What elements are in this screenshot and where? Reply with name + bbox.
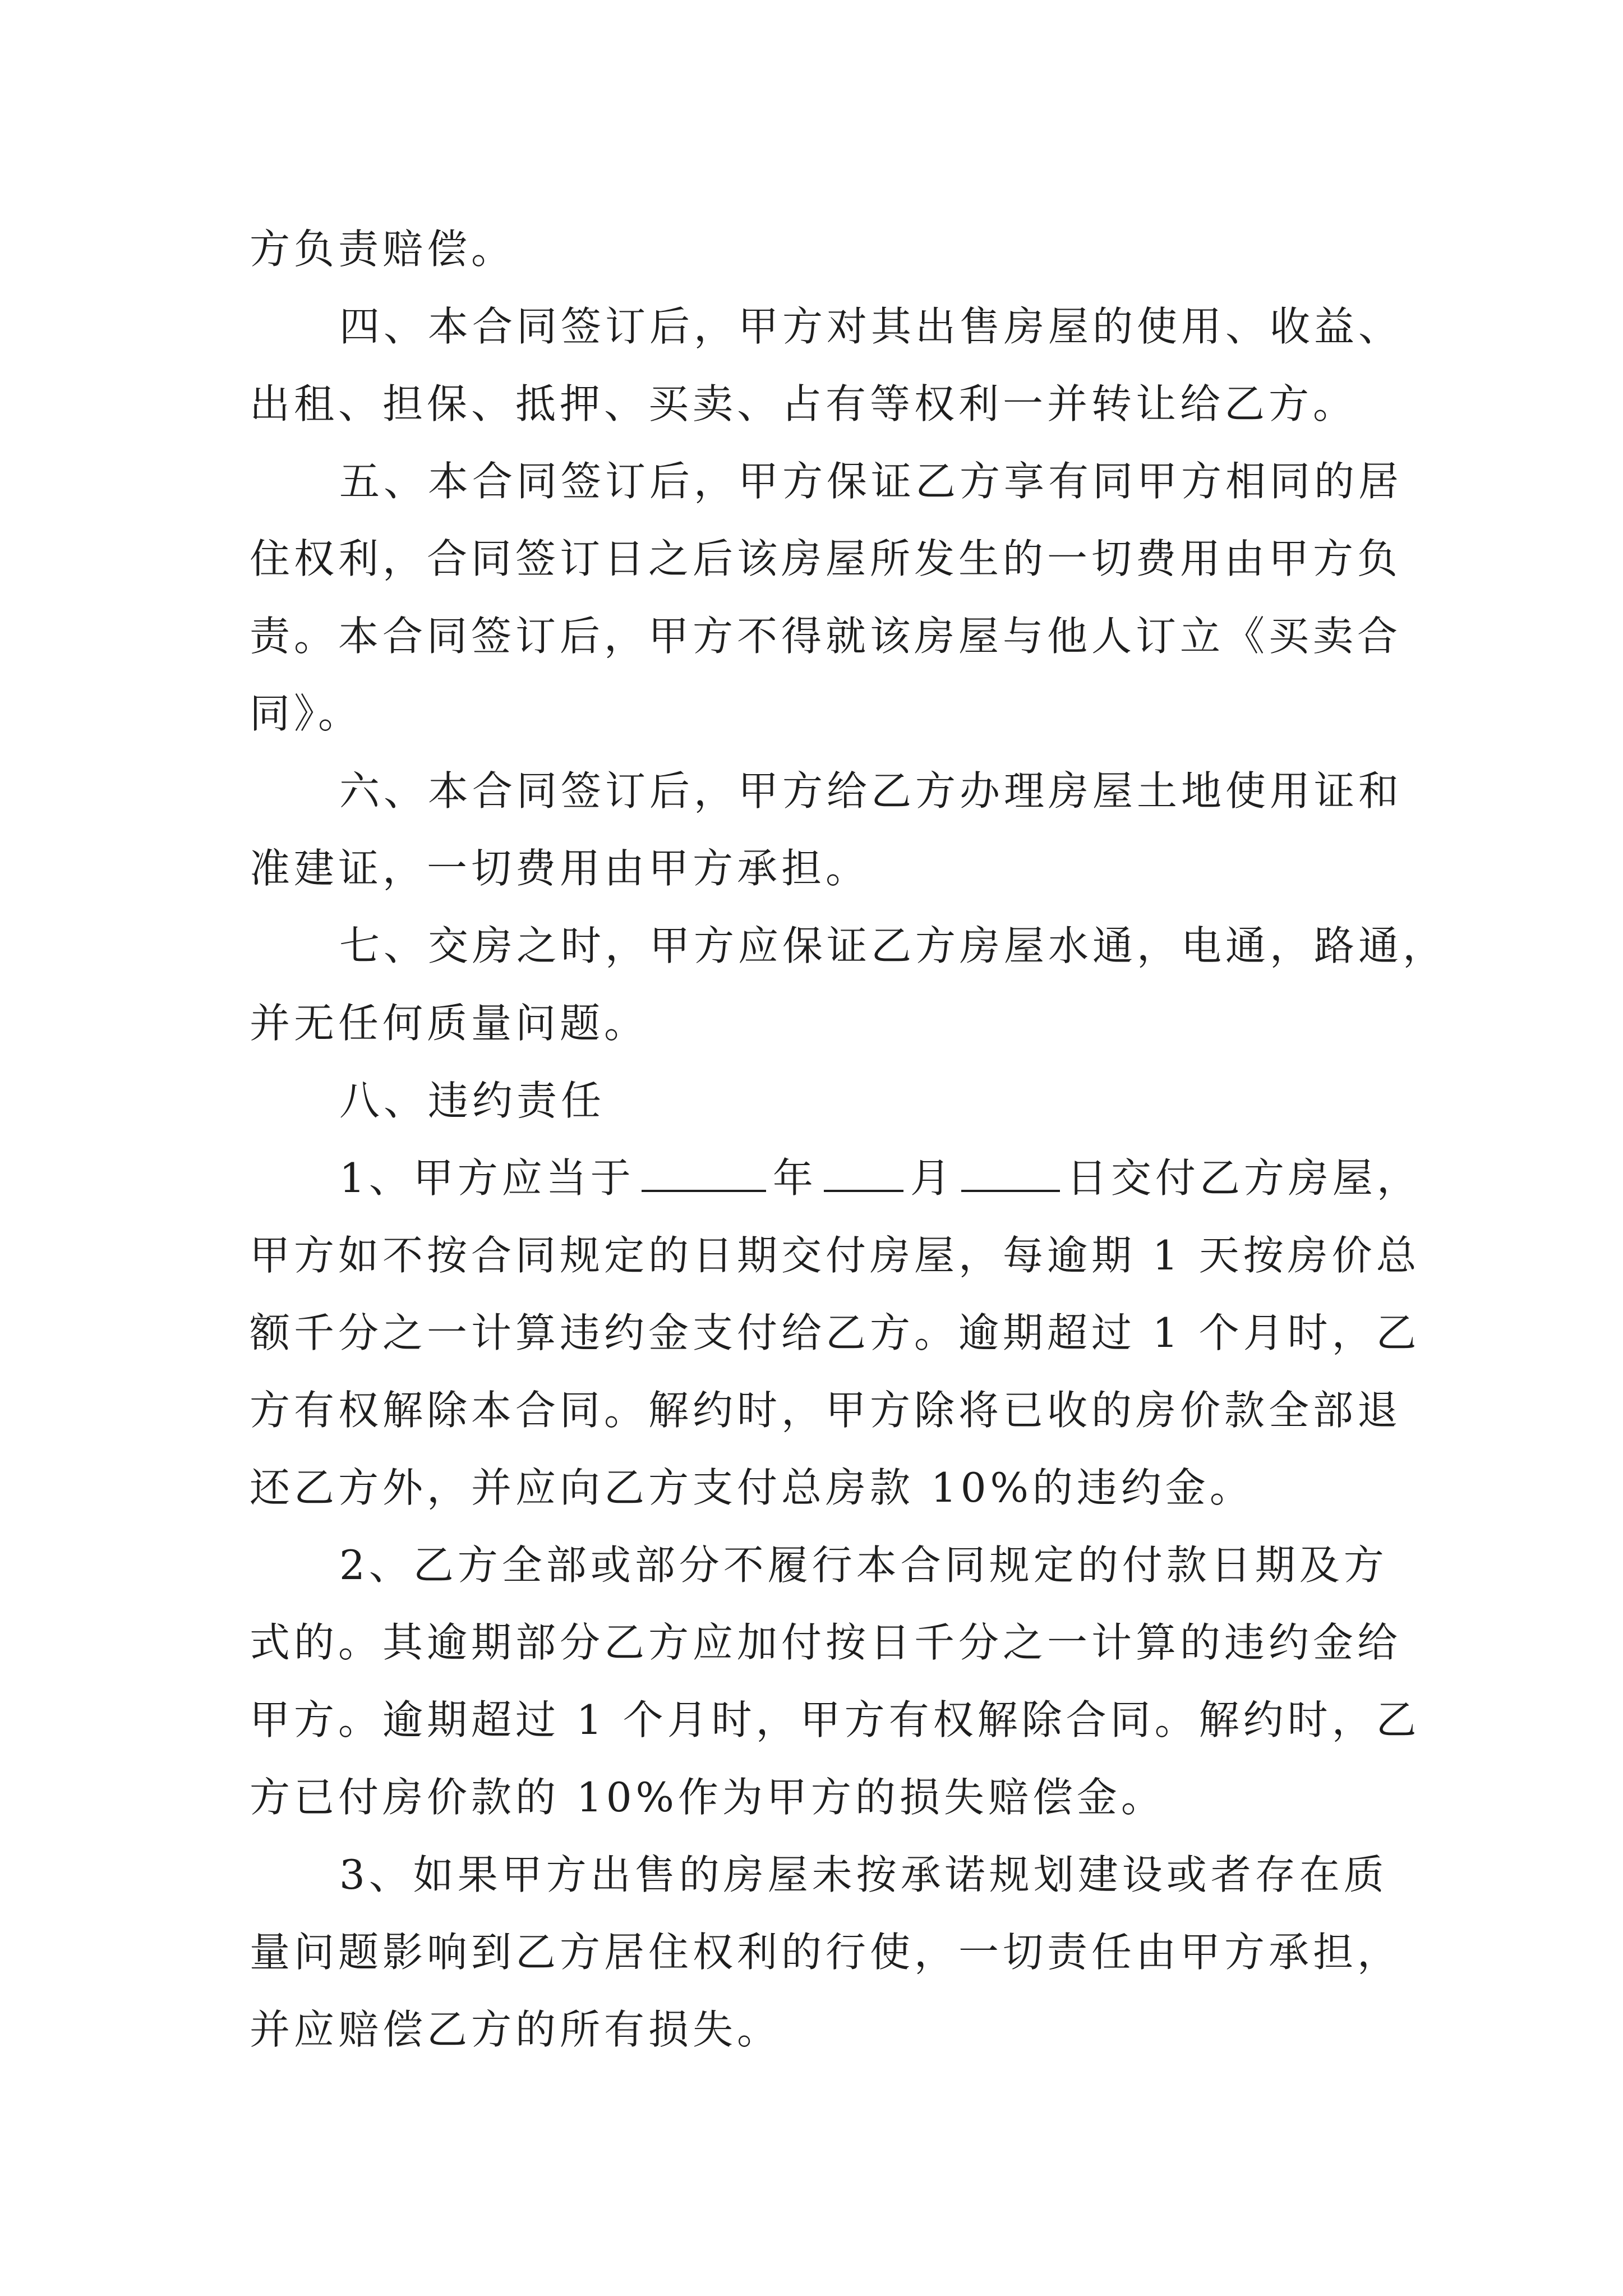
text-line: 并无任何质量问题。: [250, 1000, 649, 1047]
delivery-date-line: [250, 1139, 1421, 1217]
text-line: 住权利，合同签订日之后该房屋所发生的一切费用由甲方负: [250, 535, 1402, 582]
text-line: 同》。: [250, 690, 363, 737]
text-line: 还乙方外，并应向乙方支付总房款 10%的违约金。: [250, 1464, 1254, 1511]
text-line: 式的。其逾期部分乙方应加付按日千分之一计算的违约金给: [250, 1619, 1402, 1666]
contract-body: [250, 210, 1447, 2068]
month-label: 月: [910, 1154, 955, 1202]
text-line: 量问题影响到乙方居住权利的行使，一切责任由甲方承担，: [250, 1929, 1402, 1976]
clause-6-line: 六、本合同签订后，甲方给乙方办理房屋土地使用证和: [339, 767, 1403, 815]
clause-5-line: 五、本合同签订后，甲方保证乙方享有同甲方相同的居: [339, 458, 1403, 505]
clause-4-line: 四、本合同签订后，甲方对其出售房屋的使用、收益、: [339, 303, 1403, 350]
section-8-heading: 八、违约责任: [339, 1077, 606, 1124]
clause-7-line: 七、交房之时，甲方应保证乙方房屋水通，电通，路通，: [339, 922, 1447, 969]
text-line: 并应赔偿乙方的所有损失。: [250, 2006, 782, 2053]
text-line: 方负责赔偿。: [250, 226, 516, 273]
text-line: 甲方。逾期超过 1 个月时，甲方有权解除合同。解约时，乙: [250, 1696, 1421, 1743]
text-line: 出租、担保、抵押、买卖、占有等权利一并转让给乙方。: [250, 380, 1358, 427]
text-line: 责。本合同签订后，甲方不得就该房屋与他人订立《买卖合: [250, 613, 1402, 660]
year-label: 年: [772, 1154, 817, 1202]
penalty-3-line: 3、如果甲方出售的房屋未按承诺规划建设或者存在质: [339, 1851, 1388, 1898]
year-blank: [642, 1148, 766, 1192]
delivery-suffix: 日交付乙方房屋，: [1066, 1154, 1421, 1202]
delivery-prefix: 1、甲方应当于: [339, 1154, 635, 1202]
text-line: 方已付房价款的 10%作为甲方的损失赔偿金。: [250, 1774, 1165, 1821]
month-blank: [824, 1148, 903, 1192]
day-blank: [961, 1148, 1060, 1192]
text-line: 方有权解除本合同。解约时，甲方除将已收的房价款全部退: [250, 1387, 1402, 1434]
text-line: 额千分之一计算违约金支付给乙方。逾期超过 1 个月时，乙: [250, 1309, 1421, 1356]
text-line: 准建证，一切费用由甲方承担。: [250, 845, 870, 892]
text-line: 甲方如不按合同规定的日期交付房屋，每逾期 1 天按房价总: [250, 1232, 1421, 1279]
penalty-2-line: 2、乙方全部或部分不履行本合同规定的付款日期及方: [339, 1542, 1388, 1589]
